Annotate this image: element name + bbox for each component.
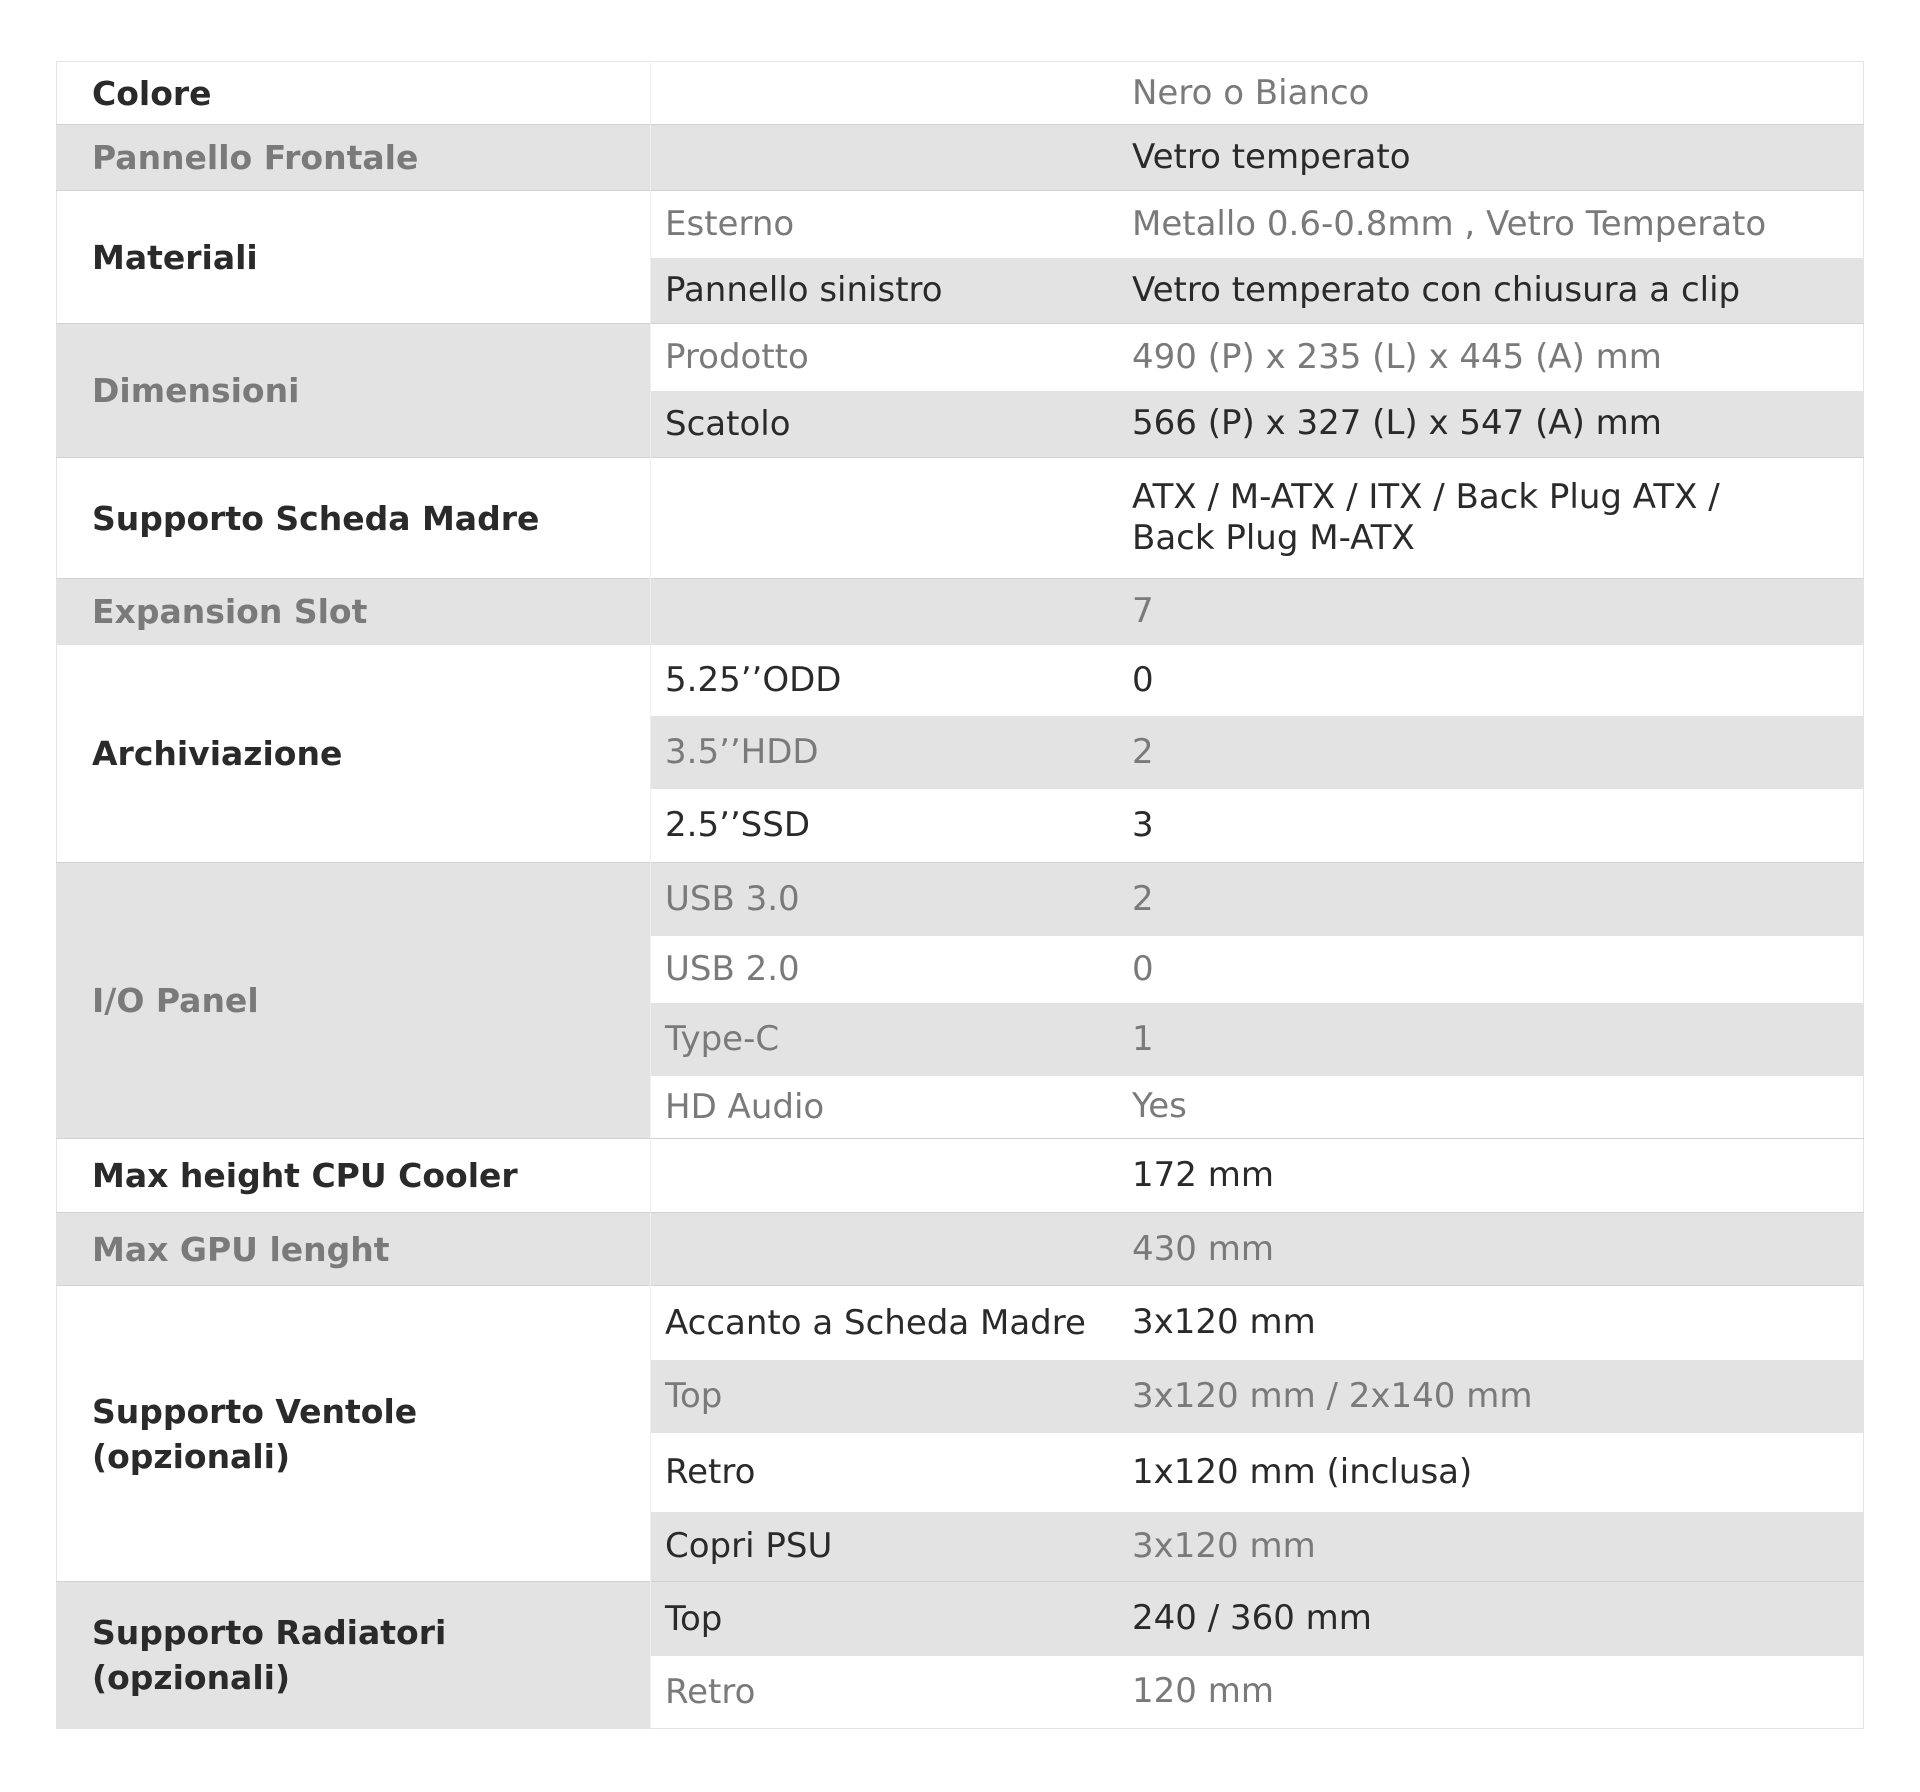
spec-value: 3 xyxy=(1132,789,1864,863)
spec-table xyxy=(56,61,1864,1729)
spec-value: 120 mm xyxy=(1132,1656,1864,1729)
spec-value: 2 xyxy=(1132,716,1864,789)
spec-subname: 3.5’’HDD xyxy=(651,716,1133,789)
spec-subname: Retro xyxy=(651,1656,1133,1729)
spec-value: Vetro temperato con chiusura a clip xyxy=(1132,258,1864,324)
spec-row-pannello-frontale xyxy=(57,125,1864,191)
spec-value: 0 xyxy=(1132,645,1864,716)
spec-row-archiviazione xyxy=(57,645,1864,716)
spec-label: Supporto Radiatori (opzionali) xyxy=(57,1582,651,1729)
spec-label: Materiali xyxy=(57,191,651,324)
spec-row-scheda-madre xyxy=(57,458,1864,579)
spec-row-expansion-slot xyxy=(57,579,1864,645)
spec-value: Vetro temperato xyxy=(1132,125,1864,191)
spec-subname: HD Audio xyxy=(651,1076,1133,1139)
spec-value: 3x120 mm / 2x140 mm xyxy=(1132,1360,1864,1433)
spec-value: 3x120 mm xyxy=(1132,1286,1864,1360)
spec-label: Supporto Scheda Madre xyxy=(57,458,651,579)
spec-subname: Scatolo xyxy=(651,391,1133,458)
spec-value: 240 / 360 mm xyxy=(1132,1582,1864,1656)
spec-subname: 5.25’’ODD xyxy=(651,645,1133,716)
spec-value: 7 xyxy=(1132,579,1864,645)
spec-subname: Top xyxy=(651,1360,1133,1433)
spec-row-colore xyxy=(57,62,1864,125)
spec-value: 430 mm xyxy=(1132,1213,1864,1286)
spec-label: Expansion Slot xyxy=(57,579,651,645)
spec-subname: USB 2.0 xyxy=(651,936,1133,1003)
spec-value: 1x120 mm (inclusa) xyxy=(1132,1433,1864,1512)
spec-subname: Accanto a Scheda Madre xyxy=(651,1286,1133,1360)
spec-subname: Type-C xyxy=(651,1003,1133,1076)
spec-row-dimensioni xyxy=(57,324,1864,391)
spec-value: Nero o Bianco xyxy=(1132,62,1864,125)
spec-subname: Copri PSU xyxy=(651,1512,1133,1582)
spec-row-radiatori xyxy=(57,1582,1864,1656)
spec-value: 3x120 mm xyxy=(1132,1512,1864,1582)
spec-value: 172 mm xyxy=(1132,1139,1864,1213)
spec-label: Pannello Frontale xyxy=(57,125,651,191)
spec-label: Dimensioni xyxy=(57,324,651,458)
spec-value: 1 xyxy=(1132,1003,1864,1076)
spec-label: Max GPU lenght xyxy=(57,1213,651,1286)
spec-value: ATX / M-ATX / ITX / Back Plug ATX / Back Plug M-ATX xyxy=(1132,458,1864,579)
spec-subname: Pannello sinistro xyxy=(651,258,1133,324)
spec-value: Yes xyxy=(1132,1076,1864,1139)
spec-subname: Esterno xyxy=(651,191,1133,258)
spec-subname: USB 3.0 xyxy=(651,863,1133,936)
spec-value: 2 xyxy=(1132,863,1864,936)
spec-subname: Retro xyxy=(651,1433,1133,1512)
spec-label: Archiviazione xyxy=(57,645,651,863)
spec-value: 490 (P) x 235 (L) x 445 (A) mm xyxy=(1132,324,1864,391)
spec-row-ventole xyxy=(57,1286,1864,1360)
spec-label: Supporto Ventole (opzionali) xyxy=(57,1286,651,1582)
spec-value: Metallo 0.6-0.8mm , Vetro Temperato xyxy=(1132,191,1864,258)
spec-label: I/O Panel xyxy=(57,863,651,1139)
spec-subname: Prodotto xyxy=(651,324,1133,391)
spec-row-cpu-cooler xyxy=(57,1139,1864,1213)
spec-subname: 2.5’’SSD xyxy=(651,789,1133,863)
spec-label: Colore xyxy=(57,62,651,125)
spec-row-io-panel xyxy=(57,863,1864,936)
spec-row-materiali xyxy=(57,191,1864,258)
spec-subname: Top xyxy=(651,1582,1133,1656)
spec-value: 566 (P) x 327 (L) x 547 (A) mm xyxy=(1132,391,1864,458)
spec-value: 0 xyxy=(1132,936,1864,1003)
spec-row-gpu xyxy=(57,1213,1864,1286)
spec-label: Max height CPU Cooler xyxy=(57,1139,651,1213)
